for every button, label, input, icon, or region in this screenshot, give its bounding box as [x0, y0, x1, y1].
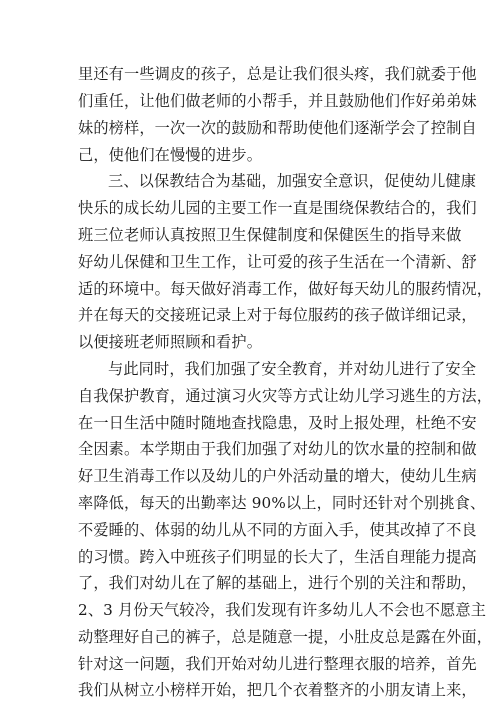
text-line: 快乐的成长幼儿园的主要工作一直是围绕保教结合的，我们: [78, 199, 477, 217]
text-line: 动整理好自己的裤子，总是随意一提，小肚皮总是露在外面，: [78, 628, 493, 646]
text-line: 率降低，每天的出勤率达 90%以上，同时还针对个别挑食、: [78, 494, 486, 512]
text-line: 妹的榜样，一次一次的鼓励和帮助使他们逐渐学会了控制自: [78, 119, 477, 137]
text-line: 全因素。本学期由于我们加强了对幼儿的饮水量的控制和做: [78, 440, 477, 458]
text-line: 适的环境中。每天做好消毒工作，做好每天幼儿的服药情况，: [78, 280, 493, 298]
text-line: 我们从树立小榜样开始，把几个衣着整齐的小朋友请上来，: [78, 681, 477, 699]
text-line: 在一日生活中随时随地查找隐患，及时上报处理，杜绝不安: [78, 414, 477, 432]
text-line: 不爱睡的、体弱的幼儿从不同的方面入手，使其改掉了不良: [78, 521, 477, 539]
paragraph-first-line: 三、以保教结合为基础，加强安全意识，促使幼儿健康: [108, 172, 477, 190]
text-line: 里还有一些调皮的孩子，总是让我们很头疼，我们就委于他: [78, 65, 477, 83]
text-line: 好卫生消毒工作以及幼儿的户外活动量的增大，使幼儿生病: [78, 467, 477, 485]
text-line: 们重任，让他们做老师的小帮手，并且鼓励他们作好弟弟妹: [78, 92, 477, 110]
text-line: 己，使他们在慢慢的进步。: [78, 146, 263, 164]
text-line: 以便接班老师照顾和看护。: [78, 333, 263, 351]
text-line: 2、3 月份天气较冷，我们发现有许多幼儿人不会也不愿意主: [78, 601, 487, 619]
text-line: 的习惯。跨入中班孩子们明显的长大了，生活自理能力提高: [78, 548, 477, 566]
paragraph-first-line: 与此同时，我们加强了安全教育，并对幼儿进行了安全: [108, 360, 477, 378]
text-line: 好幼儿保健和卫生工作，让可爱的孩子生活在一个清新、舒: [78, 253, 477, 271]
text-line: 针对这一问题，我们开始对幼儿进行整理衣服的培养，首先: [78, 655, 477, 673]
text-line: 并在每天的交接班记录上对于每位服药的孩子做详细记录，: [78, 306, 477, 324]
text-line: 了，我们对幼儿在了解的基础上，进行个别的关注和帮助，: [78, 574, 477, 592]
text-line: 自我保护教育，通过演习火灾等方式让幼儿学习逃生的方法，: [78, 387, 493, 405]
text-line: 班三位老师认真按照卫生保健制度和保健医生的指导来做: [78, 226, 462, 244]
